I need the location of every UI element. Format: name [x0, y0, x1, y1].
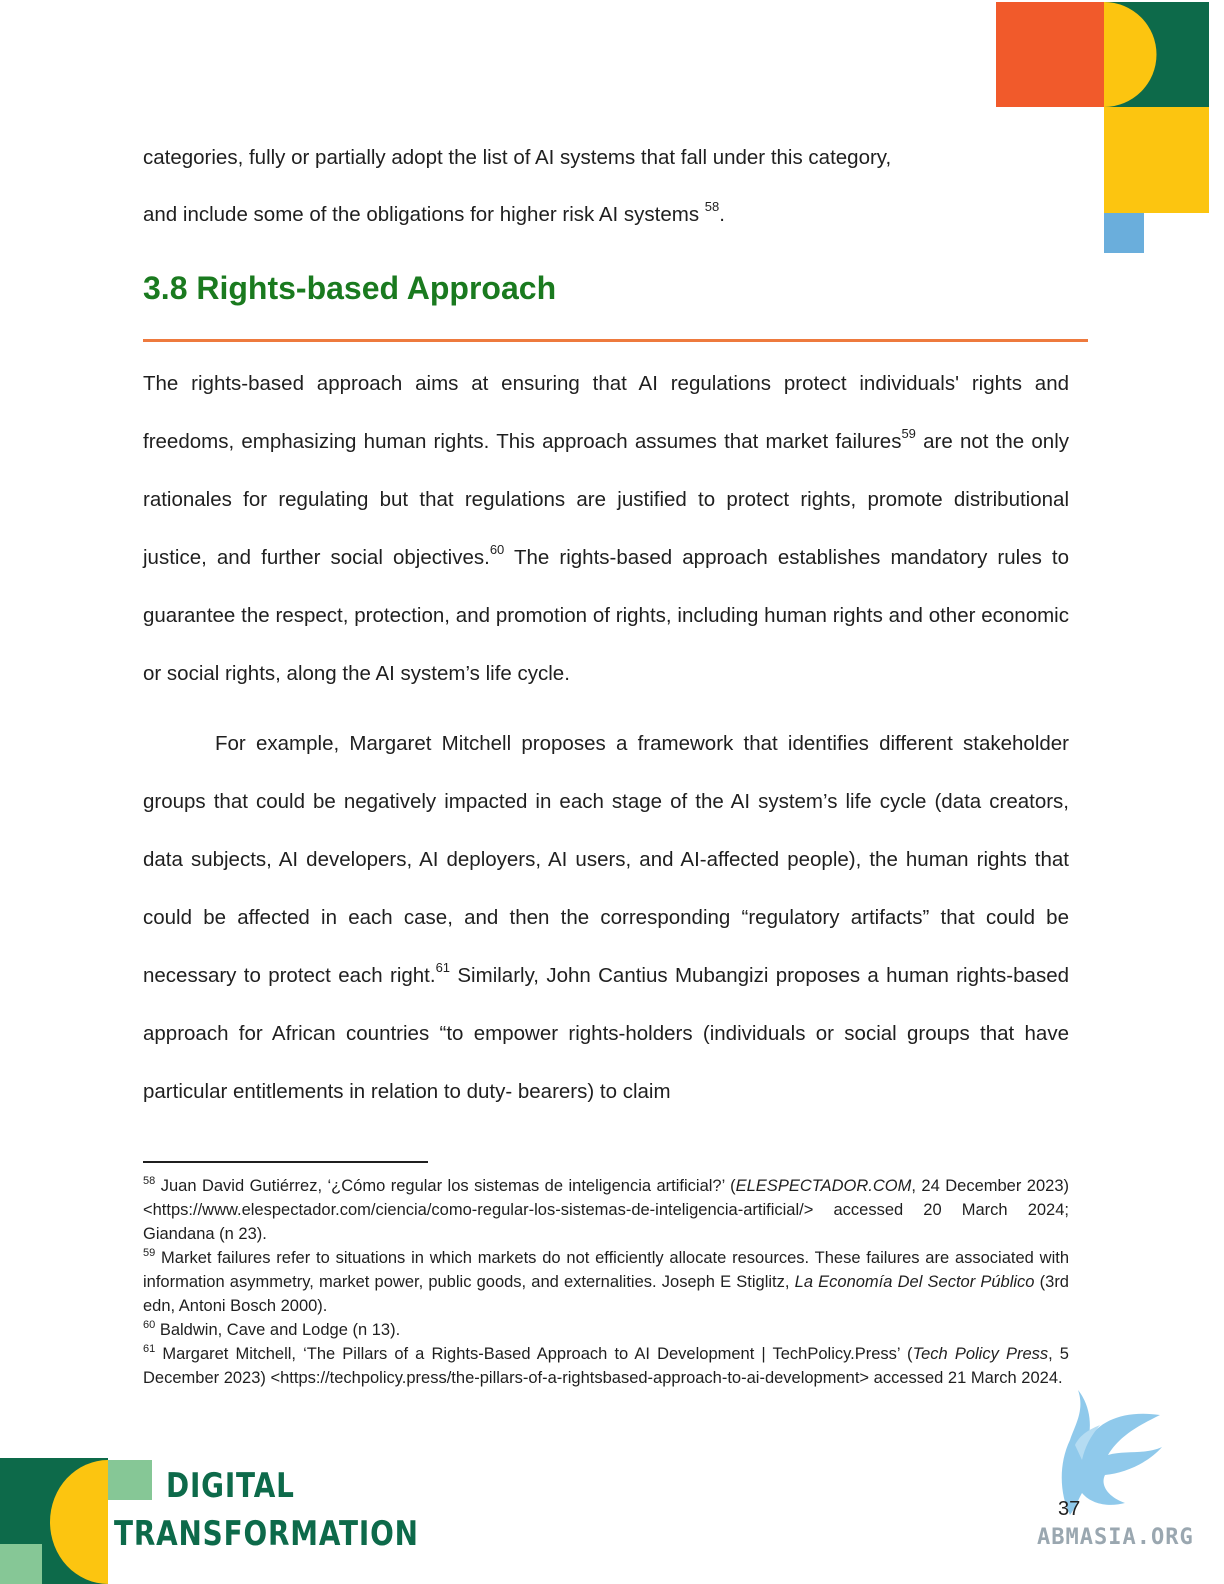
footnote-ref-59[interactable]: 59	[901, 426, 916, 442]
heading-rule	[143, 339, 1088, 342]
footnote-58: $^{58}$ Juan David Gutiérrez, ‘¿Cómo regular los sistemas de inteligencia artificial?’ (ELESPECTADOR.COM, 24 December 2023) <https://www.elespectador.com/ciencia/como-regular-los-sistemas-de-inteligencia-artificial/> accessed 20 March 2024; Giandana (n 23).	[143, 1174, 1069, 1243]
footnote-ref-61[interactable]: 61	[435, 960, 451, 976]
paragraph-example: For example, Margaret Mitchell proposes a framework that identifies different stakeholder groups that could be negatively impacted in each stage of the AI system’s life cycle (data creators, data subjects, AI developers, AI deployers, AI users, and AI-affected people), the human rights that could be affected in each case, and then the corresponding “regulatory artifacts” that could be necessary to protect each right.$^{61}$ Similarly, John Cantius Mubangizi proposes a human rights-based approach for African countries “to empower rights-holders (individuals or social groups that have particular entitlements in relation to duty- bearers) to claim	[143, 732, 1069, 1103]
logo-text-transformation: TRANSFORMATION	[114, 1514, 419, 1554]
footnote-ref-60[interactable]: 60	[489, 542, 505, 558]
intro-line-2: and include some of the obligations for higher risk AI systems $^{58}$.	[143, 199, 725, 226]
paragraph-rights-based: The rights-based approach aims at ensuring that AI regulations protect individuals' rights and freedoms, emphasizing human rights. This approach assumes that market failures$^{59}$ are not the only rationales for regulating but that regulations are justified to protect rights, promote distributional justice, and further social objectives.$^{60}$ The rights-based approach establishes mandatory rules to guarantee the respect, protection, and promotion of rights, including human rights and other economic or social rights, along the AI system’s life cycle.	[143, 372, 1070, 685]
footnotes	[143, 1174, 1069, 1390]
footnote-ref-58[interactable]: 58	[704, 199, 720, 215]
footnote-60: $^{60}$ Baldwin, Cave and Lodge (n 13).	[143, 1318, 401, 1339]
intro-line-1: categories, fully or partially adopt the list of AI systems that fall under this category,	[143, 146, 892, 169]
orange-tile	[996, 2, 1104, 107]
logo-text-digital: DIGITAL	[166, 1466, 295, 1506]
footnote-61: $^{61}$ Margaret Mitchell, ‘The Pillars of a Rights-Based Approach to AI Development | TechPolicy.Press’ (Tech Policy Press, 5 December 2023) <https://techpolicy.press/the-pillars-of-a-rightsbased-approach-to-ai-development> accessed 21 March 2024.	[143, 1342, 1069, 1387]
page-number: 37	[1058, 1498, 1081, 1520]
light-blue-tile	[1104, 213, 1144, 253]
section-heading: 3.8 Rights-based Approach	[143, 270, 557, 306]
light-green-tile-top	[108, 1460, 152, 1500]
light-green-tile-bottom	[0, 1544, 42, 1584]
bird-logo	[1030, 1385, 1170, 1525]
footnote-separator	[143, 1161, 428, 1163]
yellow-tile	[1104, 107, 1209, 213]
footnote-59: $^{59}$ Market failures refer to situations in which markets do not efficiently allocate resources. These failures are associated with information asymmetry, market power, public goods, and externalities. Joseph E Stiglitz, La Economía Del Sector Público (3rd edn, Antoni Bosch 2000).	[143, 1246, 1069, 1315]
watermark: ABMASIA.ORG	[1037, 1525, 1194, 1550]
